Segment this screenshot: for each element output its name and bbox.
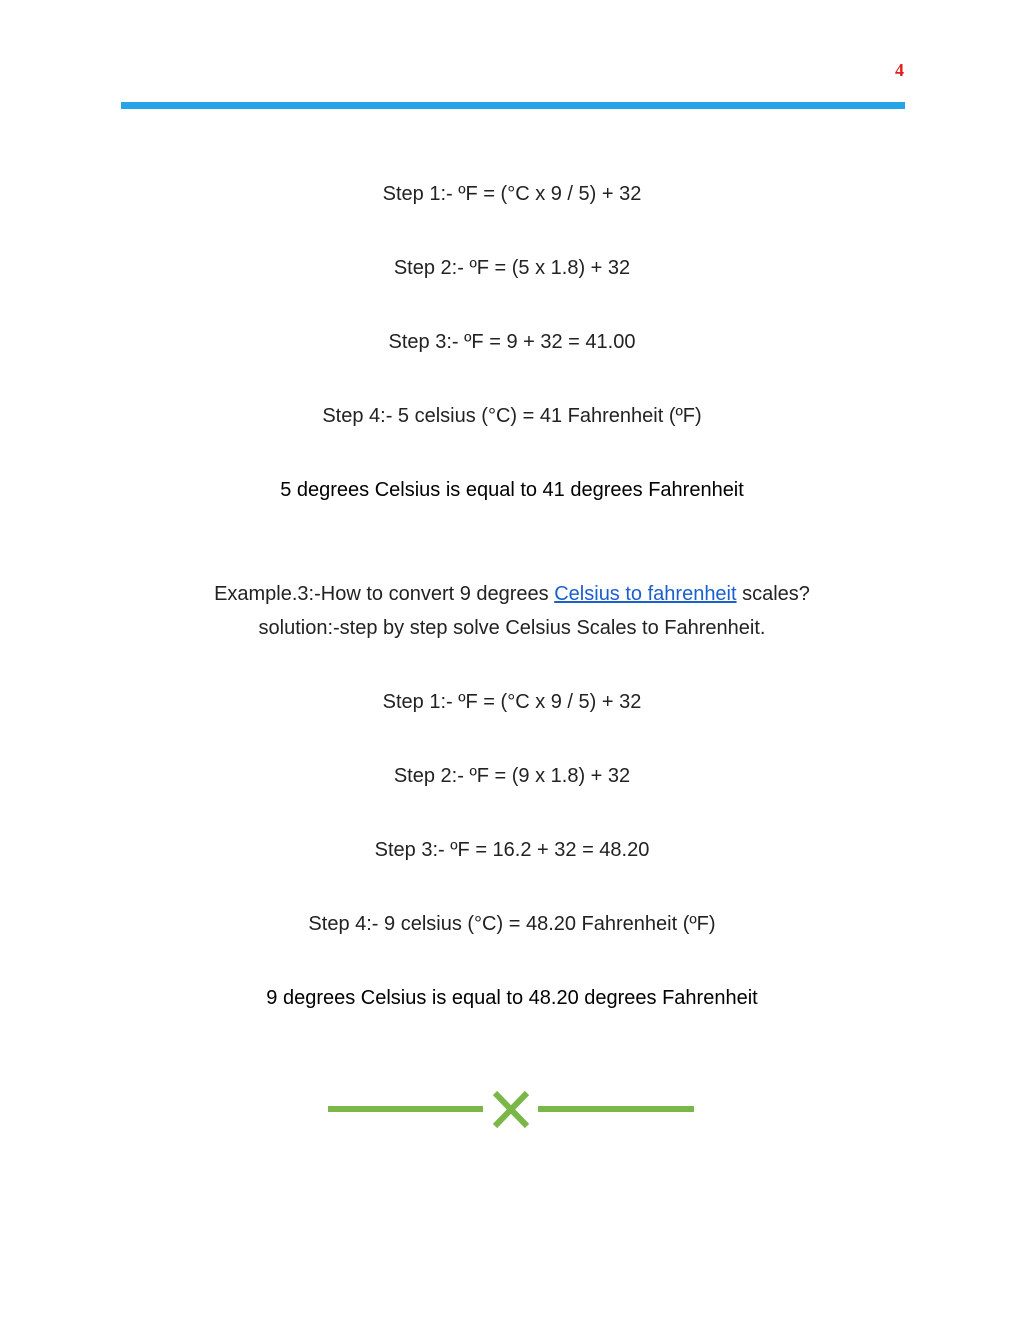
example2-step-1: Step 1:- ºF = (°C x 9 / 5) + 32	[382, 183, 642, 205]
example3-step-2: Step 2:- ºF = (9 x 1.8) + 32	[393, 765, 631, 787]
example3-question-suffix: scales?	[736, 583, 810, 605]
example3-result: 9 degrees Celsius is equal to 48.20 degrees Fahrenheit	[266, 987, 758, 1009]
example2-step-3: Step 3:- ºF = 9 + 32 = 41.00	[388, 331, 636, 353]
celsius-to-fahrenheit-link[interactable]: Celsius to fahrenheit	[554, 583, 737, 605]
page-number: 4	[895, 60, 904, 80]
example3-step-4: Step 4:- 9 celsius (°C) = 48.20 Fahrenheit (ºF)	[308, 913, 716, 935]
header-rule	[121, 102, 905, 109]
example3-step-3: Step 3:- ºF = 16.2 + 32 = 48.20	[374, 839, 650, 861]
section-divider	[328, 1088, 694, 1132]
example3-solution: solution:-step by step solve Celsius Scales to Fahrenheit.	[258, 617, 766, 639]
close-x-icon	[495, 1093, 527, 1126]
example3-question-prefix: Example.3:-How to convert 9 degrees	[214, 583, 555, 605]
example3-question	[0, 582, 1024, 606]
example2-step-4: Step 4:- 5 celsius (°C) = 41 Fahrenheit (ºF)	[322, 405, 702, 427]
example2-result: 5 degrees Celsius is equal to 41 degrees Fahrenheit	[280, 479, 744, 501]
example2-step-2: Step 2:- ºF = (5 x 1.8) + 32	[393, 257, 631, 279]
example3-step-1: Step 1:- ºF = (°C x 9 / 5) + 32	[382, 691, 642, 713]
